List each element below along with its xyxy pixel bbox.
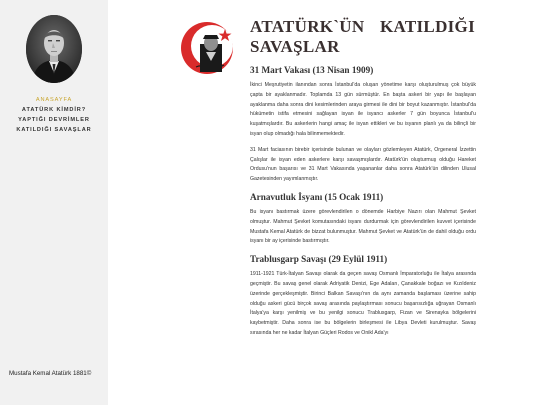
emblem — [176, 17, 238, 79]
section-heading: Trablusgarp Savaşı (29 Eylül 1911) — [250, 254, 388, 265]
sidebar — [0, 0, 108, 405]
ataturk-crescent-star-emblem-icon — [176, 17, 238, 79]
nav-item-yaptigi-devrimler[interactable]: YAPTIĞI DEVRİMLER — [18, 117, 90, 123]
section-paragraph: 31 Mart faciasının birebir içerisinde bulunan ve olayları gözlemleyen Atatürk, Orgeneral İzzettin Çalışlar ile isyan eden askerlere karşı savaşmışlardır. Atatürk'ün oluşturmuş olduğu Hareket Ordusu'nun başarısı ve 31 Mart Vakasında yaşananlar daha sonra Atatürk'ün dilinden Ulusal Gazetesinden yayımlanmıştır. — [250, 146, 476, 183]
section-heading: 31 Mart Vakası (13 Nisan 1909) — [250, 65, 374, 75]
nav-item-katildigi-savaslar[interactable]: KATILDIĞI SAVAŞLAR — [16, 127, 92, 133]
main-content — [250, 64, 476, 345]
sidebar-caption: Mustafa Kemal Atatürk 1881© — [9, 370, 92, 377]
ataturk-portrait-icon — [26, 15, 82, 83]
nav-item-ataturk-kimdir[interactable]: ATATÜRK KİMDİR? — [21, 107, 87, 113]
nav-item-anasayfa[interactable]: ANASAYFA — [35, 97, 73, 103]
page-title-line1: ATATÜRK`ÜN KATILDIĞI — [250, 17, 475, 36]
section-heading: Arnavutluk İsyanı (15 Ocak 1911) — [250, 191, 384, 202]
page-title — [250, 17, 475, 57]
main-nav — [0, 95, 108, 135]
avatar — [26, 15, 82, 83]
section-paragraph: Bu isyanı bastırmak üzere görevlendirilen o dönemde Harbiye Nazırı olan Mahmut Şevket olmuştur. Mahmut Şevket komutasındaki isyanı durdurmak için görevlendirilen kuvvet içerisinde Mustafa Kemal Atatürk de bizzat bulunmuştur. Mahmut Şevket ve Atatürk'ün de dahil olduğu ordu isyanı bir ay içerisinde bastırmıştır. — [250, 208, 476, 245]
section-paragraph: İkinci Meşrutiyetin ilanından sonra İstanbul'da oluşan yönetime karşı oluşturulmuş çok büyük çapta bir ayaklanmadır. Toplamda 13 gün sürmüştür. En başta askeri bir yapı ile başlayan ayaklanma daha sonra dini kesimlerinden araya girmesi ile dini bir boyut kazanmıştır. İstanbul'da hükümetin istifa etmesini sağlayan isyan ile isyancı askerler 7 gün boyunca İstanbul'u kuşatmışlardır. Bu askerlerin hangi amaç ile isyan ettikleri ve bu isyanın planlı ya da bilinçli bir isyan olup olmadığı hala bilinmemektedir. — [250, 82, 476, 137]
page-title-line2: SAVAŞLAR — [250, 37, 340, 56]
section-paragraph: 1911-1921 Türk-İtalyan Savaşı olarak da geçen savaş Osmanlı İmparatorluğu ile İtalya arasında geçmiştir. Bu savaş genel olarak Adriyatik Denizi, Ege Adaları, Çanakkale boğazı ve Kızıldeniz üzerinde gerçekleşmiştir. Birinci Balkan Savaşı'nın da aynı zamanda başlaması üzerine sahip olduğu askeri gücü birçok savaş arasında paylaştırması sonucu başarısızlığa uğrayan Osmanlı İtalya'ya karşı yenilmiş ve bu yenilgi sonucu Trablusgarp, Fizan ve Sirenayka bölgelerini kaybetmiştir. Daha sonra ise bu bölgelerin birleşmesi ile Libya Devleti kurulmuştur. Savaş sırasında her ne kadar İtalyan Güçleri Rodos ve Onikl Ada'yı — [250, 271, 476, 336]
